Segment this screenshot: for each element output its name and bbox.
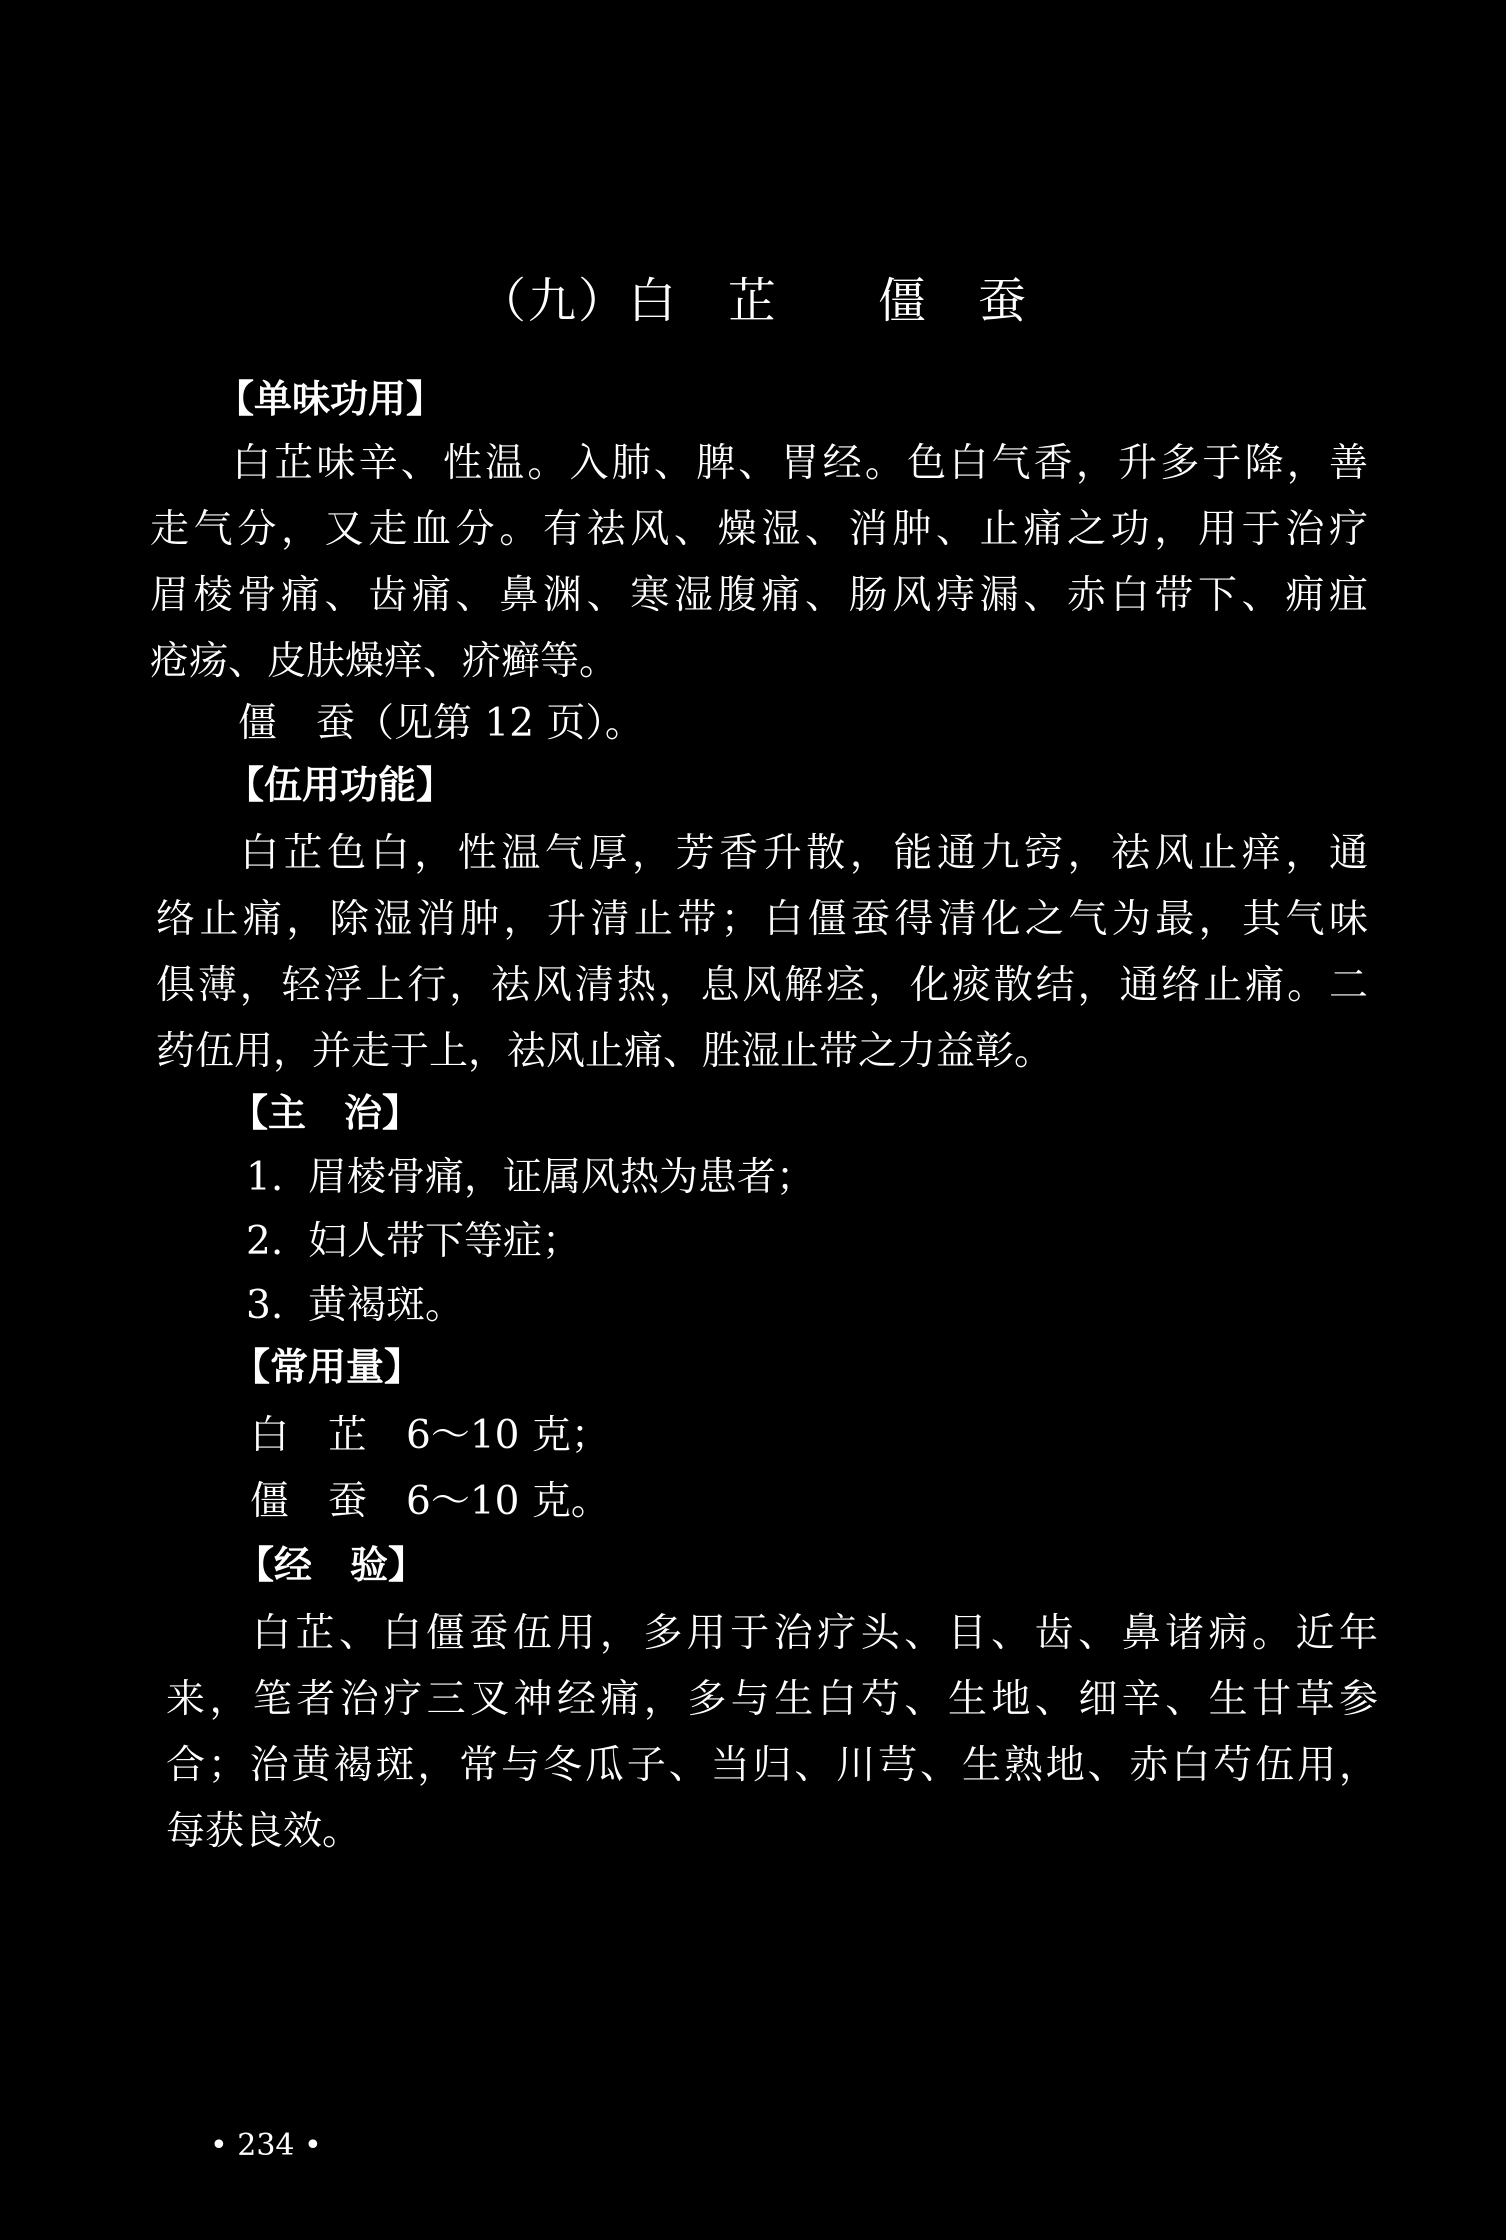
single-function-line-2: 走气分，又走血分。有祛风、燥湿、消肿、止痛之功，用于治疗 — [150, 507, 1368, 552]
combined-function-line-1: 白芷色白，性温气厚，芳香升散，能通九窍，祛风止痒，通 — [240, 831, 1368, 876]
single-function-line-3: 眉棱骨痛、齿痛、鼻渊、寒湿腹痛、肠风痔漏、赤白带下、痈疽 — [150, 573, 1368, 618]
dosage-item-baizhi: 白 芷 6～10 克； — [250, 1413, 610, 1458]
heading-indications: 【主 治】 — [230, 1091, 421, 1135]
experience-line-4: 每获良效。 — [166, 1809, 362, 1854]
indication-item-2: 2. 妇人带下等症； — [246, 1219, 582, 1264]
combined-function-line-2: 络止痛，除湿消肿，升清止带；白僵蚕得清化之气为最，其气味 — [156, 897, 1368, 942]
page-title: （九）白 芷 僵 蚕 — [477, 273, 1028, 329]
heading-dosage: 【常用量】 — [232, 1345, 423, 1389]
experience-line-2: 来，笔者治疗三叉神经痛，多与生白芍、生地、细辛、生甘草参 — [166, 1677, 1378, 1722]
indication-item-3: 3. 黄褐斑。 — [246, 1283, 465, 1328]
combined-function-line-3: 俱薄，轻浮上行，祛风清热，息风解痉，化痰散结，通络止痛。二 — [156, 963, 1368, 1008]
heading-experience: 【经 验】 — [236, 1543, 427, 1587]
single-function-line-1: 白芷味辛、性温。入肺、脾、胃经。色白气香，升多于降，善 — [232, 441, 1368, 486]
dosage-item-jiangcan: 僵 蚕 6～10 克。 — [250, 1479, 610, 1524]
heading-combined-function: 【伍用功能】 — [226, 763, 455, 807]
experience-line-1: 白芷、白僵蚕伍用，多用于治疗头、目、齿、鼻诸病。近年 — [252, 1611, 1378, 1656]
single-function-jiangcan-ref: 僵 蚕（见第 12 页）。 — [238, 701, 644, 746]
experience-line-3: 合；治黄褐斑，常与冬瓜子、当归、川芎、生熟地、赤白芍伍用， — [166, 1743, 1378, 1788]
single-function-line-4: 疮疡、皮肤燥痒、疥癣等。 — [150, 639, 619, 684]
page-number: • 234 • — [210, 2128, 322, 2163]
indication-item-1: 1. 眉棱骨痛，证属风热为患者； — [246, 1155, 816, 1200]
heading-single-function: 【单味功用】 — [216, 377, 445, 421]
combined-function-line-4: 药伍用，并走于上，祛风止痛、胜湿止带之力益彰。 — [156, 1029, 1054, 1074]
